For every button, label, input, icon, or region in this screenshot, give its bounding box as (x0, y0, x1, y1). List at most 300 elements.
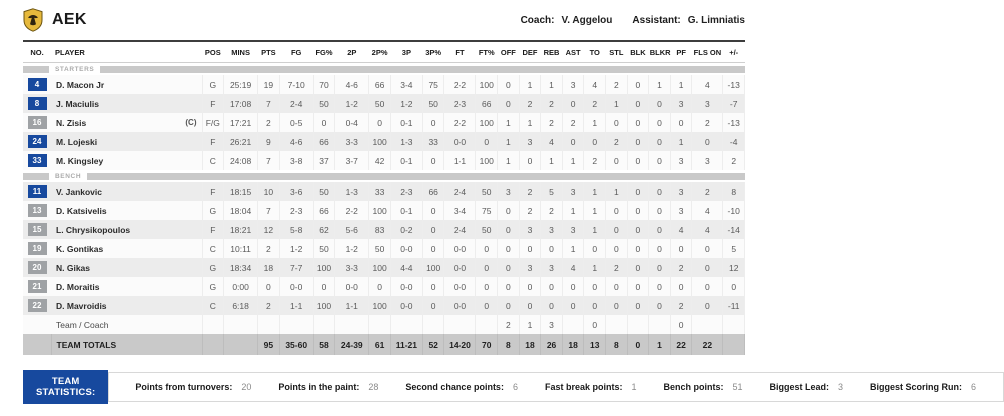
player-number-cell (23, 296, 51, 315)
stat-cell-ft%: 100 (476, 113, 498, 132)
player-number-cell (23, 132, 51, 151)
stat-cell-off: 0 (498, 94, 520, 113)
stat-cell-blk: 0 (627, 258, 649, 277)
stat-cell-mins: 24:08 (224, 151, 258, 170)
stat-cell-blk: 0 (627, 151, 649, 170)
player-row[interactable] (23, 75, 745, 94)
stat-cell-pf: 2 (670, 296, 692, 315)
stat-cell-fls-on: 4 (692, 201, 723, 220)
totals-stat-cell-3p: 11-21 (390, 334, 422, 355)
stat-cell-ft%: 0 (476, 239, 498, 258)
column-header-ft: FT (444, 41, 476, 63)
stat-cell-fls-on: 4 (692, 220, 723, 239)
section-band-starters (23, 63, 745, 76)
player-number-badge: 16 (28, 116, 47, 129)
header (23, 0, 745, 40)
player-name: D. Macon Jr (56, 79, 105, 90)
stat-cell-fls-on: 0 (692, 132, 723, 151)
team-stat-value: 28 (368, 382, 379, 392)
team-stat-item (278, 382, 378, 392)
stat-cell-mins: 18:34 (224, 258, 258, 277)
column-header-pf: PF (670, 41, 692, 63)
team-stat-value: 51 (732, 382, 743, 392)
stat-cell-reb: 1 (541, 151, 563, 170)
player-name: Team / Coach (56, 319, 109, 330)
stat-cell-2p%: 66 (369, 75, 391, 94)
column-header-3p: 3P (390, 41, 422, 63)
totals-stat-cell-pts: 95 (258, 334, 280, 355)
stat-cell-pos: F (202, 182, 224, 201)
stat-cell-ast: 0 (562, 132, 584, 151)
stat-cell-fg: 7-7 (279, 258, 313, 277)
stat-cell-2p%: 100 (369, 258, 391, 277)
team-statistics-box (108, 372, 1004, 402)
player-name-cell (51, 94, 202, 113)
stat-cell-fg%: 66 (313, 201, 335, 220)
stat-cell-ft: 3-4 (444, 201, 476, 220)
team-stat-value: 6 (512, 382, 518, 392)
stat-cell-ft%: 50 (476, 220, 498, 239)
totals-stat-cell-blk: 0 (627, 334, 649, 355)
player-number-cell (23, 315, 51, 334)
stat-cell-reb: 0 (541, 277, 563, 296)
stat-cell-def: 0 (519, 151, 541, 170)
stat-cell-fls-on: 2 (692, 182, 723, 201)
player-number-badge: 15 (28, 223, 47, 236)
stat-cell-blkr: 0 (649, 94, 671, 113)
player-number-badge: 4 (28, 78, 47, 91)
column-header-pts: PTS (258, 41, 280, 63)
stat-cell-3p%: 0 (422, 151, 444, 170)
column-header-no-: NO. (23, 41, 51, 63)
team-stat-label: Biggest Lead: (769, 382, 830, 392)
stat-cell-stl: 0 (606, 151, 628, 170)
stat-cell-off: 0 (498, 258, 520, 277)
totals-stat-cell-reb: 26 (541, 334, 563, 355)
player-name-cell (51, 296, 202, 315)
stat-cell-pos: G (202, 258, 224, 277)
totals-stat-cell-2p: 24-39 (335, 334, 369, 355)
stat-cell-pf: 0 (670, 315, 692, 334)
player-row[interactable] (23, 239, 745, 258)
coach-label: Coach: (520, 14, 555, 26)
column-header-row (23, 41, 745, 63)
column-header-fg%: FG% (313, 41, 335, 63)
stat-cell-to: 0 (584, 132, 606, 151)
player-name-cell (51, 239, 202, 258)
stat-cell-off: 0 (498, 220, 520, 239)
stat-cell-2p%: 42 (369, 151, 391, 170)
stat-cell-pts: 19 (258, 75, 280, 94)
stat-cell-fg%: 66 (313, 132, 335, 151)
stat-cell-fg%: 0 (313, 113, 335, 132)
stat-cell-to: 0 (584, 277, 606, 296)
stat-cell-ft%: 100 (476, 151, 498, 170)
totals-stat-cell-to: 13 (584, 334, 606, 355)
stat-cell-fg: 2-4 (279, 94, 313, 113)
stat-cell-to: 1 (584, 220, 606, 239)
stat-cell-ft (444, 315, 476, 334)
stat-cell-def: 3 (519, 220, 541, 239)
stat-cell-pf: 2 (670, 258, 692, 277)
stat-cell-stl: 2 (606, 132, 628, 151)
stat-cell-pts: 0 (258, 277, 280, 296)
stat-cell-pos: F/G (202, 113, 224, 132)
player-row[interactable] (23, 182, 745, 201)
stat-cell-3p%: 66 (422, 182, 444, 201)
column-header-ft%: FT% (476, 41, 498, 63)
stat-cell-2p: 1-2 (335, 239, 369, 258)
stat-cell-3p: 0-0 (390, 277, 422, 296)
stat-cell-mins: 18:15 (224, 182, 258, 201)
stat-cell-off: 0 (498, 75, 520, 94)
captain-mark: (C) (185, 118, 197, 127)
stat-cell-pos: C (202, 296, 224, 315)
stat-cell-fls-on: 0 (692, 239, 723, 258)
stat-cell-pf: 3 (670, 201, 692, 220)
stat-cell-3p: 0-1 (390, 151, 422, 170)
player-row[interactable] (23, 113, 745, 132)
stat-cell-def: 3 (519, 132, 541, 151)
stat-cell-pos: G (202, 277, 224, 296)
stat-cell-fls-on: 0 (692, 258, 723, 277)
stat-cell-ft: 0-0 (444, 258, 476, 277)
stat-cell-to: 1 (584, 113, 606, 132)
stat-cell-2p%: 0 (369, 113, 391, 132)
player-name: M. Kingsley (56, 155, 104, 166)
player-name-cell (51, 258, 202, 277)
column-header-to: TO (584, 41, 606, 63)
stat-cell-ast: 3 (562, 220, 584, 239)
assistant-name: G. Limniatis (687, 14, 745, 26)
stat-cell-3p: 0-1 (390, 113, 422, 132)
stat-cell-fg: 1-1 (279, 296, 313, 315)
stat-cell-mins: 0:00 (224, 277, 258, 296)
team-totals-row (23, 334, 745, 355)
stat-cell-def: 1 (519, 315, 541, 334)
stat-cell-pts: 18 (258, 258, 280, 277)
stat-cell-to: 1 (584, 258, 606, 277)
player-name: J. Maciulis (56, 98, 99, 109)
totals-stat-cell-off: 8 (498, 334, 520, 355)
stat-cell-blkr: 0 (649, 151, 671, 170)
stat-cell-2p: 0-4 (335, 113, 369, 132)
stat-cell-pts: 7 (258, 201, 280, 220)
stat-cell-mins: 17:08 (224, 94, 258, 113)
player-number-badge: 13 (28, 204, 47, 217)
stat-cell-ft: 2-3 (444, 94, 476, 113)
totals-empty-cell (23, 334, 51, 355)
stat-cell-def: 3 (519, 258, 541, 277)
stat-cell-pts: 7 (258, 94, 280, 113)
player-number-cell (23, 151, 51, 170)
stat-cell-+/-: -13 (723, 113, 745, 132)
team-stat-item (135, 382, 251, 392)
coach-name: V. Aggelou (561, 14, 613, 26)
stat-cell-blkr: 0 (649, 201, 671, 220)
player-row[interactable] (23, 94, 745, 113)
stat-cell-3p: 0-0 (390, 296, 422, 315)
stat-cell-3p% (422, 315, 444, 334)
stat-cell-reb: 4 (541, 132, 563, 151)
stat-cell-mins: 17:21 (224, 113, 258, 132)
stat-cell-ast (562, 315, 584, 334)
stat-cell-pf: 3 (670, 182, 692, 201)
team-stat-value: 6 (971, 382, 977, 392)
stat-cell-2p: 3-3 (335, 132, 369, 151)
team-stat-item (870, 382, 976, 392)
stat-cell-fg%: 50 (313, 182, 335, 201)
column-header-def: DEF (519, 41, 541, 63)
player-row[interactable] (23, 277, 745, 296)
stat-cell-ft%: 0 (476, 296, 498, 315)
team-stat-value: 3 (838, 382, 844, 392)
column-header-reb: REB (541, 41, 563, 63)
column-header-2p: 2P (335, 41, 369, 63)
stat-cell-pos: F (202, 220, 224, 239)
stat-cell-to: 0 (584, 239, 606, 258)
player-name: N. Gikas (56, 262, 91, 273)
stat-cell-2p%: 50 (369, 239, 391, 258)
stat-cell-blkr: 0 (649, 277, 671, 296)
stat-cell-pf: 1 (670, 75, 692, 94)
stat-cell-stl: 0 (606, 239, 628, 258)
stat-cell-blkr: 0 (649, 239, 671, 258)
stat-cell-2p: 1-3 (335, 182, 369, 201)
player-number-badge: 22 (28, 299, 47, 312)
stat-cell-pts (258, 315, 280, 334)
player-number-badge: 21 (28, 280, 47, 293)
team-coach-row (23, 315, 745, 334)
player-number-cell (23, 239, 51, 258)
stat-cell-pf: 1 (670, 132, 692, 151)
stat-cell-fg: 4-6 (279, 132, 313, 151)
stat-cell-def: 0 (519, 277, 541, 296)
stat-cell-2p%: 100 (369, 132, 391, 151)
stat-cell-to: 2 (584, 151, 606, 170)
player-row[interactable] (23, 296, 745, 315)
player-number-cell (23, 277, 51, 296)
stat-cell-reb: 2 (541, 201, 563, 220)
section-band-block (23, 66, 49, 73)
stat-cell-def: 1 (519, 75, 541, 94)
player-number-cell (23, 182, 51, 201)
stat-cell-ft: 2-4 (444, 182, 476, 201)
column-header-mins: MINS (224, 41, 258, 63)
player-name-cell (51, 151, 202, 170)
stat-cell-pos: F (202, 94, 224, 113)
stat-cell-3p: 1-3 (390, 132, 422, 151)
stat-cell-3p%: 0 (422, 201, 444, 220)
stat-cell-blk: 0 (627, 296, 649, 315)
stat-cell-ast: 1 (562, 239, 584, 258)
stat-cell-stl (606, 315, 628, 334)
stat-cell-off: 1 (498, 151, 520, 170)
stat-cell-fg%: 100 (313, 296, 335, 315)
stat-cell-fg (279, 315, 313, 334)
stat-cell-pf: 4 (670, 220, 692, 239)
stat-cell-pts: 7 (258, 151, 280, 170)
stat-cell-ft: 2-2 (444, 75, 476, 94)
column-header-pos: POS (202, 41, 224, 63)
stat-cell-reb: 2 (541, 113, 563, 132)
stat-cell-fg: 3-6 (279, 182, 313, 201)
stat-cell-fg: 5-8 (279, 220, 313, 239)
team-statistics-button[interactable]: TEAM STATISTICS: (23, 370, 108, 404)
stat-cell-+/-: -11 (723, 296, 745, 315)
stat-cell-blk: 0 (627, 132, 649, 151)
player-number-badge: 8 (28, 97, 47, 110)
stat-cell-+/-: 2 (723, 151, 745, 170)
player-number-cell (23, 113, 51, 132)
stat-cell-mins: 18:21 (224, 220, 258, 239)
stat-cell-pos: G (202, 75, 224, 94)
stat-cell-3p: 0-2 (390, 220, 422, 239)
totals-stat-cell-ft: 14-20 (444, 334, 476, 355)
assistant-label: Assistant: (632, 14, 681, 26)
team-stat-value: 1 (631, 382, 637, 392)
totals-stat-cell-fls-on: 22 (692, 334, 723, 355)
stat-cell-ast: 0 (562, 296, 584, 315)
stat-cell-ft: 2-4 (444, 220, 476, 239)
section-label: BENCH (55, 173, 82, 180)
stat-cell-3p: 3-4 (390, 75, 422, 94)
stat-cell-pts: 2 (258, 239, 280, 258)
totals-stat-cell-ast: 18 (562, 334, 584, 355)
player-name: V. Jankovic (56, 186, 102, 197)
team-stat-label: Fast break points: (544, 382, 623, 392)
stat-cell-ft: 0-0 (444, 239, 476, 258)
player-number-cell (23, 75, 51, 94)
stat-cell-reb: 0 (541, 296, 563, 315)
stat-cell-off: 0 (498, 201, 520, 220)
stat-cell-2p%: 50 (369, 94, 391, 113)
stat-cell-3p%: 0 (422, 296, 444, 315)
column-header-fls-on: FLS ON (692, 41, 723, 63)
column-header-off: OFF (498, 41, 520, 63)
stat-cell-mins: 10:11 (224, 239, 258, 258)
stat-cell-fg: 0-0 (279, 277, 313, 296)
player-number-cell (23, 258, 51, 277)
stat-cell-2p%: 100 (369, 296, 391, 315)
player-number-badge: 24 (28, 135, 47, 148)
team-stat-label: Biggest Scoring Run: (870, 382, 963, 392)
stat-cell-2p% (369, 315, 391, 334)
stat-cell-reb: 0 (541, 239, 563, 258)
stat-cell-mins: 6:18 (224, 296, 258, 315)
stat-cell-off: 0 (498, 296, 520, 315)
stat-cell-fg: 3-8 (279, 151, 313, 170)
stat-cell-blkr: 1 (649, 75, 671, 94)
stat-cell-2p (335, 315, 369, 334)
player-row[interactable] (23, 220, 745, 239)
column-header-blk: BLK (627, 41, 649, 63)
stat-cell-pf: 3 (670, 94, 692, 113)
player-row[interactable] (23, 258, 745, 277)
stat-cell-3p%: 0 (422, 239, 444, 258)
stat-cell-2p: 1-1 (335, 296, 369, 315)
stat-cell-reb: 3 (541, 220, 563, 239)
stat-cell-stl: 0 (606, 220, 628, 239)
column-header-2p%: 2P% (369, 41, 391, 63)
totals-stat-cell-pos (202, 334, 224, 355)
stat-cell-fls-on: 2 (692, 113, 723, 132)
stat-cell-ft: 0-0 (444, 296, 476, 315)
player-row[interactable] (23, 201, 745, 220)
stat-cell-off: 0 (498, 277, 520, 296)
stat-cell-pf: 0 (670, 113, 692, 132)
stat-cell-blkr: 0 (649, 220, 671, 239)
stat-cell-fg: 0-5 (279, 113, 313, 132)
totals-stat-cell-stl: 8 (606, 334, 628, 355)
player-row[interactable] (23, 132, 745, 151)
stat-cell-+/-: -7 (723, 94, 745, 113)
stat-cell-+/-: -10 (723, 201, 745, 220)
stat-cell-stl: 0 (606, 201, 628, 220)
stat-cell-to: 4 (584, 75, 606, 94)
team-name: AEK (52, 11, 87, 28)
team-stat-label: Points in the paint: (278, 382, 360, 392)
stat-cell-off: 3 (498, 182, 520, 201)
player-name: D. Katsivelis (56, 205, 107, 216)
stat-cell-pf: 0 (670, 239, 692, 258)
team-stat-label: Second chance points: (405, 382, 504, 392)
totals-stat-cell-fg: 35-60 (279, 334, 313, 355)
player-name-cell (51, 315, 202, 334)
stat-cell-stl: 2 (606, 75, 628, 94)
totals-stat-cell-def: 18 (519, 334, 541, 355)
stat-cell-+/- (723, 315, 745, 334)
stat-cell-off: 2 (498, 315, 520, 334)
stat-cell-stl: 0 (606, 277, 628, 296)
player-name: N. Zisis (56, 117, 87, 128)
stat-cell-blk: 0 (627, 113, 649, 132)
player-name-cell (51, 75, 202, 94)
stat-cell-blkr: 0 (649, 182, 671, 201)
stat-cell-blkr: 0 (649, 132, 671, 151)
stat-cell-to: 2 (584, 94, 606, 113)
stat-cell-ast: 3 (562, 182, 584, 201)
stat-cell-3p: 0-1 (390, 201, 422, 220)
stat-cell-mins: 18:04 (224, 201, 258, 220)
stat-cell-2p: 3-3 (335, 258, 369, 277)
stat-cell-ast: 0 (562, 277, 584, 296)
stat-cell-stl: 0 (606, 296, 628, 315)
stat-cell-pts: 2 (258, 113, 280, 132)
stat-cell-3p%: 75 (422, 75, 444, 94)
player-number-cell (23, 94, 51, 113)
stat-cell-ft: 1-1 (444, 151, 476, 170)
team-stat-item (405, 382, 518, 392)
stat-cell-2p: 3-7 (335, 151, 369, 170)
column-header-fg: FG (279, 41, 313, 63)
stat-cell-mins: 25:19 (224, 75, 258, 94)
stat-cell-+/-: 12 (723, 258, 745, 277)
stat-cell-reb: 2 (541, 94, 563, 113)
stat-cell-ft%: 66 (476, 94, 498, 113)
stat-cell-2p%: 100 (369, 201, 391, 220)
stat-cell-stl: 1 (606, 94, 628, 113)
stat-cell-stl: 1 (606, 182, 628, 201)
totals-stat-cell-3p%: 52 (422, 334, 444, 355)
stat-cell-def: 2 (519, 182, 541, 201)
stat-cell-blkr: 0 (649, 258, 671, 277)
player-name: D. Moraitis (56, 281, 100, 292)
player-name-cell (51, 182, 202, 201)
player-number-cell (23, 220, 51, 239)
stat-cell-blk: 0 (627, 182, 649, 201)
player-row[interactable] (23, 151, 745, 170)
